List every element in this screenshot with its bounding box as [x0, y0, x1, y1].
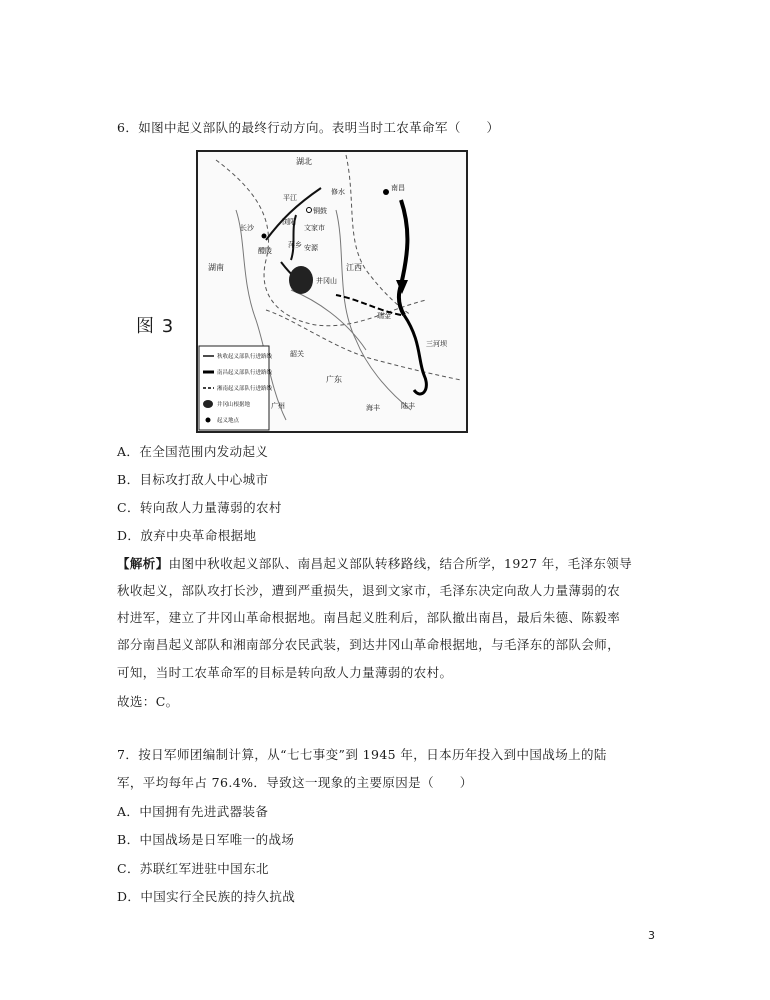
- label-wenjiashi: 文家市: [304, 224, 325, 232]
- legend-item: 秋收起义部队行进路线: [217, 354, 273, 360]
- q6-analysis-line: 部分南昌起义部队和湘南部分农民武装，到达井冈山革命根据地，与毛泽东的部队会师，: [117, 637, 621, 652]
- label-guangdong: 广东: [326, 375, 342, 384]
- label-ruijin: 瑞金: [377, 312, 391, 320]
- page-number: 3: [648, 929, 655, 942]
- label-tonggu: 铜鼓: [313, 207, 327, 215]
- legend-item: 湘南起义部队行进路线: [217, 386, 273, 392]
- label-guangzhou: 广州: [271, 402, 285, 410]
- q6-analysis-line: 村进军，建立了井冈山革命根据地。南昌起义胜利后，部队撤出南昌，最后朱德、陈毅率: [117, 610, 621, 625]
- q7-stem-line: 7．按日军师团编制计算，从“七七事变”到 1945 年，日本历年投入到中国战场上的陆: [117, 747, 607, 762]
- label-haifeng: 海丰: [366, 404, 380, 412]
- tonggu-marker: [307, 208, 312, 213]
- changsha-marker: [262, 234, 267, 239]
- analysis-tag: 【解析】: [117, 556, 169, 571]
- label-pingjiang: 平江: [283, 194, 297, 202]
- label-xiushui: 修水: [331, 188, 345, 196]
- q6-stem: 6．如图中起义部队的最终行动方向。表明当时工农革命军（ ）: [117, 120, 500, 135]
- q6-option-a: A．在全国范围内发动起义: [117, 444, 269, 459]
- label-liuyang: 浏阳: [282, 218, 296, 226]
- label-lufeng: 陆丰: [401, 402, 415, 410]
- label-liling: 醴陵: [258, 247, 272, 255]
- q7-option-b: B．中国战场是日军唯一的战场: [117, 832, 295, 847]
- q7-option-a: A．中国拥有先进武器装备: [117, 804, 269, 819]
- q6-analysis-line: 可知，当时工农革命军的目标是转向敌人力量薄弱的农村。: [117, 665, 453, 680]
- legend-item: 井冈山根据地: [217, 402, 251, 408]
- label-jiangxi: 江西: [346, 263, 362, 272]
- label-changsha: 长沙: [240, 224, 254, 232]
- q6-answer: 故选：C。: [117, 694, 179, 709]
- q7-option-c: C．苏联红军进驻中国东北: [117, 861, 269, 876]
- label-shaoguan: 韶关: [290, 350, 304, 358]
- q6-option-c: C．转向敌人力量薄弱的农村: [117, 500, 282, 515]
- label-anyuan: 安源: [304, 244, 318, 252]
- q6-option-b: B．目标攻打敌人中心城市: [117, 472, 269, 487]
- nanchang-marker: [383, 189, 389, 195]
- label-hubei: 湖北: [296, 157, 312, 166]
- q7-stem-line: 军，平均每年占 76.4%．导致这一现象的主要原因是（ ）: [117, 775, 473, 790]
- q6-analysis-line: 秋收起义，部队攻打长沙，遭到严重损失，退到文家市，毛泽东决定向敌人力量薄弱的农: [117, 583, 621, 598]
- figure-label: 图 3: [136, 316, 175, 337]
- legend-item: 南昌起义部队行进路线: [217, 370, 273, 376]
- jinggangshan-base: [289, 266, 313, 294]
- historical-map: [196, 150, 468, 433]
- label-hunan: 湖南: [208, 263, 224, 272]
- q7-option-d: D．中国实行全民族的持久抗战: [117, 889, 296, 904]
- legend-item: 起义地点: [217, 418, 240, 424]
- label-jinggangshan: 井冈山: [316, 277, 337, 285]
- q6-option-d: D．放弃中央革命根据地: [117, 528, 257, 543]
- label-sanheba: 三河坝: [426, 340, 447, 348]
- label-pingxiang: 萍乡: [288, 241, 302, 249]
- q6-analysis-line: 【解析】由图中秋收起义部队、南昌起义部队转移路线，结合所学，1927 年，毛泽东领导: [117, 556, 633, 571]
- label-nanchang: 南昌: [391, 184, 405, 192]
